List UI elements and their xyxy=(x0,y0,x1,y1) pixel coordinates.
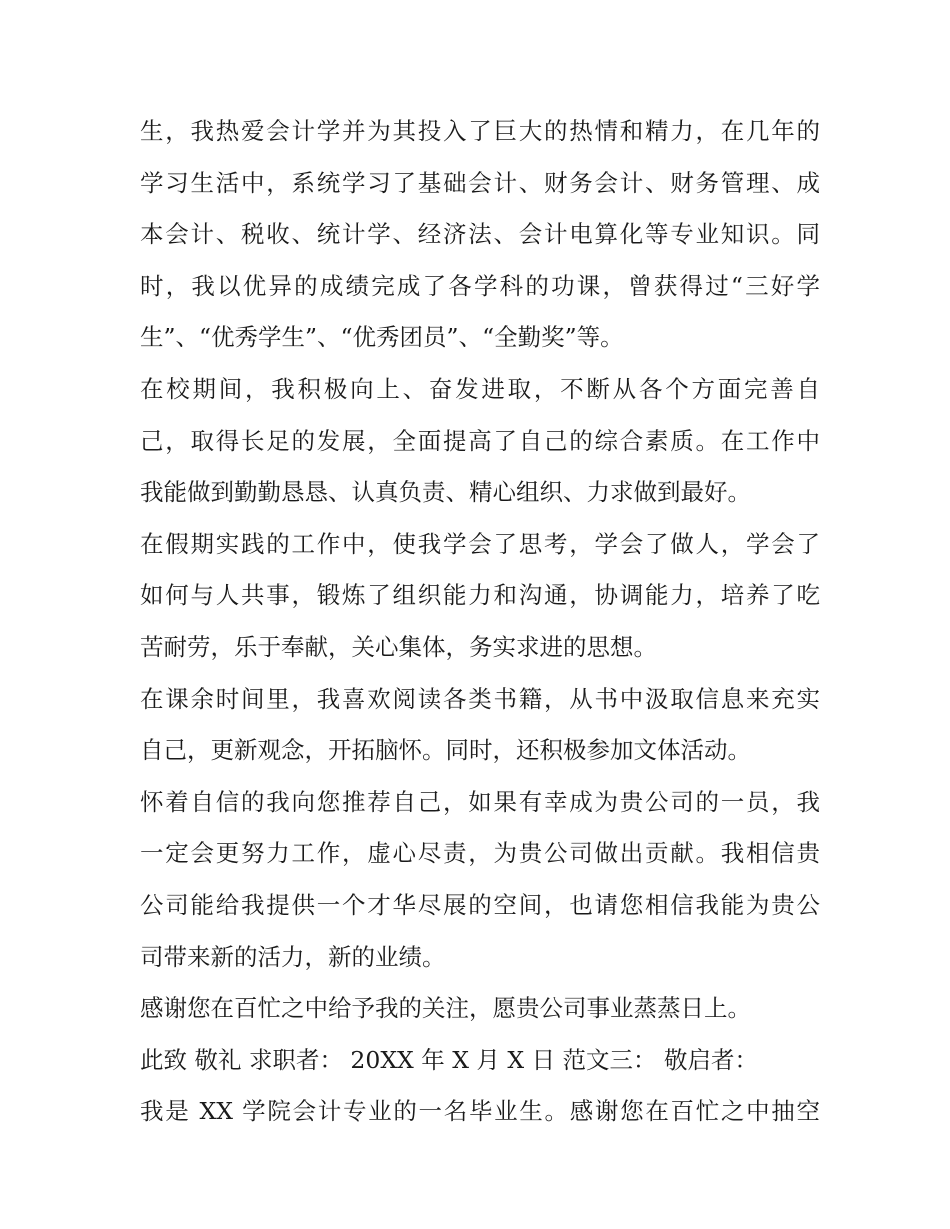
text-line: 此致 敬礼 求职者： 20XX 年 X 月 X 日 范文三： 敬启者： xyxy=(140,1045,759,1074)
text-line: 生”、“优秀学生”、“优秀团员”、“全勤奖”等。 xyxy=(140,323,624,352)
text-line: 学习生活中，系统学习了基础会计、财务会计、财务管理、成 xyxy=(140,168,820,197)
text-line: 我能做到勤勤恳恳、认真负责、精心组织、力求做到最好。 xyxy=(140,478,751,507)
text-line: 司带来新的活力，新的业绩。 xyxy=(140,942,446,971)
text-line: 在假期实践的工作中，使我学会了思考，学会了做人，学会了 xyxy=(140,529,820,558)
text-line: 时，我以优异的成绩完成了各学科的功课，曾获得过“三好学 xyxy=(140,271,820,300)
letter-body xyxy=(140,106,820,1138)
text-line: 自己，更新观念，开拓脑怀。同时，还积极参加文体活动。 xyxy=(140,736,751,765)
text-line: 苦耐劳，乐于奉献，关心集体，务实求进的思想。 xyxy=(140,632,657,661)
text-line: 在校期间，我积极向上、奋发进取，不断从各个方面完善自 xyxy=(140,374,820,403)
text-line: 己，取得长足的发展，全面提高了自己的综合素质。在工作中 xyxy=(140,426,820,455)
text-line: 我是 XX 学院会计专业的一名毕业生。感谢您在百忙之中抽空 xyxy=(140,1097,820,1126)
text-line: 一定会更努力工作，虚心尽责，为贵公司做出贡献。我相信贵 xyxy=(140,839,820,868)
text-line: 怀着自信的我向您推荐自己，如果有幸成为贵公司的一员，我 xyxy=(140,787,820,816)
text-line: 在课余时间里，我喜欢阅读各类书籍，从书中汲取信息来充实 xyxy=(140,684,820,713)
text-line: 公司能给我提供一个才华尽展的空间，也请您相信我能为贵公 xyxy=(140,890,820,919)
text-line: 感谢您在百忙之中给予我的关注，愿贵公司事业蒸蒸日上。 xyxy=(140,994,751,1023)
text-line: 本会计、税收、统计学、经济法、会计电算化等专业知识。同 xyxy=(140,220,820,249)
text-line: 如何与人共事，锻炼了组织能力和沟通，协调能力，培养了吃 xyxy=(140,581,820,610)
text-line: 生，我热爱会计学并为其投入了巨大的热情和精力，在几年的 xyxy=(140,117,820,145)
